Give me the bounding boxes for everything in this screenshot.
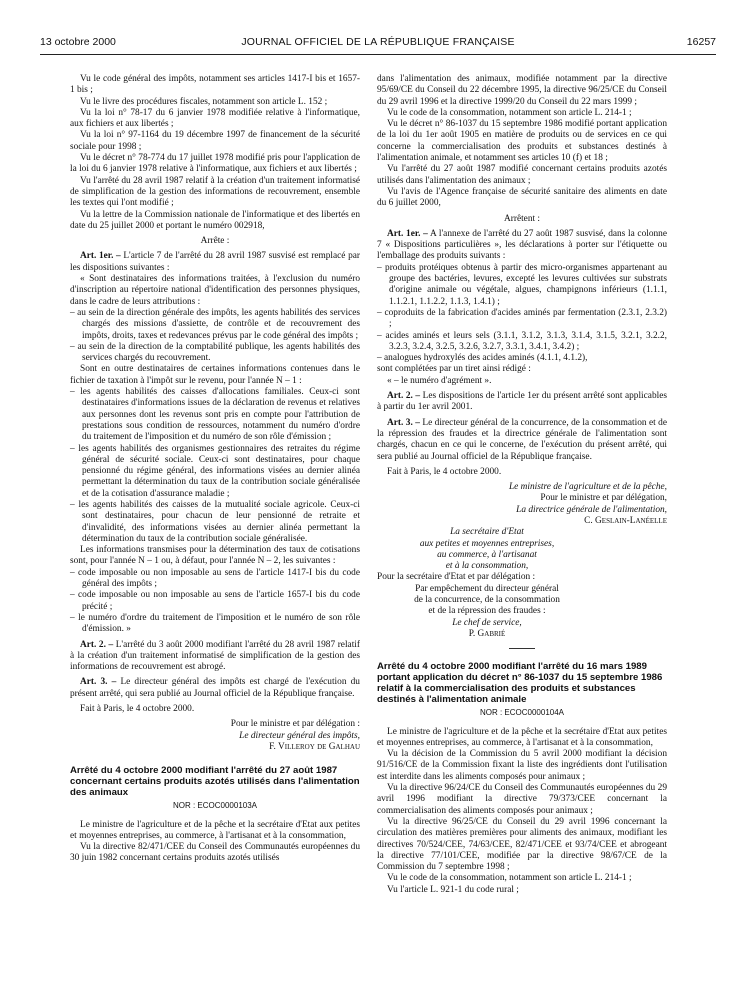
list-item: – code imposable ou non imposable au sens de l'article 1657-I bis du code précité ;	[70, 590, 360, 612]
signature-line: au commerce, à l'artisanat	[437, 549, 537, 560]
article-text: A l'annexe de l'arrêté du 27 août 1987 susvisé, dans la colonne 7 « Dispositions particulières », les déclarations à porter sur l'étiquette ou l'emballage des produits suivants :	[377, 228, 667, 262]
nor-reference: NOR : ECOC0000104A	[479, 708, 565, 718]
signature-line: et à la consommation,	[445, 561, 529, 572]
decree-title: Arrêté du 4 octobre 2000 modifiant l'arrêté du 16 mars 1989 portant application du décret n° 86-1037 du 15 septembre 1986 relatif à la commercialisation des produits et substances destinés à l'alimentation animale	[377, 661, 663, 706]
visa: Vu le décret n° 78-774 du 17 juillet 1978 modifié pris pour l'application de la loi du 6 janvier 1978 relative à l'informatique, aux fichiers et aux libertés ;	[70, 153, 360, 175]
arretent-heading: Arrêtent :	[503, 213, 541, 224]
page-number: 16257	[686, 36, 716, 48]
signature-line: et de la répression des fraudes :	[428, 606, 546, 617]
article-2	[70, 640, 360, 674]
article-text: Le directeur général des impôts est chargé de l'exécution du présent arrêté, qui sera publié au Journal officiel de la République française.	[70, 677, 360, 699]
visa: Vu l'arrêté du 27 août 1987 modifié concernant certains produits azotés utilisés dans l'alimentation des animaux ;	[377, 164, 667, 186]
visa: Vu le code de la consommation, notamment son article L. 214-1 ;	[387, 107, 632, 118]
section-separator	[509, 648, 535, 649]
visa: Vu l'avis de l'Agence française de sécurité sanitaire des aliments en date du 6 juillet 2000,	[377, 186, 667, 209]
paragraph: Sont en outre destinataires de certaines informations contenues dans le fichier de taxation à l'impôt sur le revenu, pour l'année N – 1 :	[70, 364, 360, 386]
fait-a-paris: Fait à Paris, le 4 octobre 2000.	[387, 466, 502, 477]
paragraph: Vu la directive 82/471/CEE du Conseil des Communautés européennes du 30 juin 1982 concernant certains produits azotés utilisés	[70, 842, 360, 864]
list-item: – produits protéiques obtenus à partir des micro-organismes appartenant au groupe des bactéries, levures, excepté les levures cultivées sur substrats d'origine animale ou végétale, algues, champignons inférieurs (1.1.1, 1.1.2.1, 1.1.2.2, 1.1.3, 1.4.1) ;	[377, 262, 667, 307]
article-text: Les dispositions de l'article 1er du présent arrêté sont applicables à partir du 1er avril 2001.	[377, 391, 668, 413]
visa: Vu la décision de la Commission du 5 avril 2000 modifiant la décision 91/516/CE de la Commission fixant la liste des ingrédients dont l'utilisation est interdite dans les aliments composés pour animaux ;	[377, 749, 667, 782]
visa: Vu la directive 96/24/CE du Conseil des Communautés européennes du 29 avril 1996 modifiant la directive 79/373/CEE concernant la commercialisation des aliments composés pour animaux ;	[377, 783, 667, 816]
signature-title: Le chef de service,	[452, 617, 522, 628]
signature-line: de la concurrence, de la consommation	[414, 595, 560, 606]
signature-title: Le directeur général des impôts,	[239, 730, 360, 741]
arrete-heading: Arrête :	[200, 236, 230, 247]
visa: Vu la loi n° 78-17 du 6 janvier 1978 modifiée relative à l'informatique, aux fichiers et aux libertés ;	[70, 107, 360, 130]
signature-line: Pour le ministre et par délégation :	[230, 719, 360, 730]
visa: Vu le code général des impôts, notamment ses articles 1417-I bis et 1657-1 bis ;	[70, 74, 360, 96]
visa: Vu la lettre de la Commission nationale de l'informatique et des libertés en date du 25 juillet 2000 et portant le numéro 002918,	[70, 209, 360, 231]
journal-title: JOURNAL OFFICIEL DE LA RÉPUBLIQUE FRANÇAISE	[241, 36, 515, 48]
visa: Vu l'arrêté du 28 avril 1987 relatif à la création d'un traitement informatisé de simplification de la gestion des informations de recouvrement, ensemble les textes qui l'ont modifié ;	[70, 175, 360, 209]
paragraph: « Sont destinataires des informations traitées, à l'exclusion du numéro d'inscription au répertoire national d'identification des personnes physiques, dans le cadre de leurs attributions :	[70, 274, 360, 307]
list-item: – les agents habilités des caisses d'allocations familiales. Ceux-ci sont destinataires d'informations issues de la déclaration de revenus et relatives aux personnes dont les revenus sont pris en compte pour l'attribution de prestations sous condition de ressources, notamment du numéro d'ordre du traitement de l'imposition et du numéro de son rôle d'émission ;	[70, 387, 360, 443]
right-column	[377, 74, 667, 896]
article-label: Art. 2. –	[80, 639, 114, 650]
list-item: – acides aminés et leurs sels (3.1.1, 3.1.2, 3.1.3, 3.1.4, 3.1.5, 3.2.1, 3.2.2, 3.2.3, 3.2.4, 3.2.5, 3.2.6, 3.2.7, 3.3.1, 3.4.1, 3.4.2) ;	[377, 330, 667, 352]
list-item: – coproduits de la fabrication d'acides aminés par fermentation (2.3.1, 2.3.2) ;	[377, 307, 667, 330]
decree-title: Arrêté du 4 octobre 2000 modifiant l'arrêté du 27 août 1987 concernant certains produits azotés utilisés dans l'alimentation des animaux	[70, 765, 360, 799]
list-item: – le numéro d'ordre du traitement de l'imposition et le numéro de son rôle d'émission. »	[70, 612, 360, 635]
article-3	[377, 418, 667, 463]
visa: Vu le livre des procédures fiscales, notamment son article L. 152 ;	[80, 96, 328, 107]
list-item: – code imposable ou non imposable au sens de l'article 1417-I bis du code général des impôts ;	[70, 567, 360, 590]
signature-title: La directrice générale de l'alimentation,	[516, 504, 667, 515]
paragraph: dans l'alimentation des animaux, modifiée notamment par la directive 95/69/CE du Conseil du 22 décembre 1995, la directive 96/25/CE du Conseil du 29 avril 1996 et la directive 1999/20 du Conseil du 22 mars 1999 ;	[377, 74, 667, 107]
paragraph: Les informations transmises pour la détermination des taux de cotisations sont, pour l'année N – 1 ou, à défaut, pour l'année N – 2, les suivantes :	[70, 545, 360, 567]
signature-line: Pour la secrétaire d'Etat et par délégation :	[377, 572, 536, 583]
signatory-name: P. Gabrié	[468, 628, 506, 639]
signature-line: Pour le ministre et par délégation,	[540, 493, 667, 504]
article-label: Art. 1er. –	[80, 251, 121, 262]
list-item: – analogues hydroxylés des acides aminés (4.1.1, 4.1.2),	[377, 353, 588, 364]
fait-a-paris: Fait à Paris, le 4 octobre 2000.	[80, 704, 195, 715]
page-header	[40, 36, 716, 54]
paragraph: sont complétées par un tiret ainsi rédigé :	[377, 364, 531, 375]
signature-block-3	[377, 584, 667, 640]
signature-block-2	[377, 527, 667, 572]
article-label: Art. 3. –	[387, 417, 420, 428]
signature-line: Le ministre de l'agriculture et de la pêche,	[508, 482, 667, 493]
article-2	[377, 391, 667, 414]
visa: Vu la directive 96/25/CE du Conseil du 29 avril 1996 concernant la circulation des matières premières pour aliments des animaux, modifiant les directives 70/524/CEE, 74/63/CEE, 82/471/CEE et 93/74/CEE et abrogeant la directive 77/101/CEE, modifiée par la directive 98/67/CE de la Commission du 7 septembre 1998 ;	[377, 816, 667, 873]
article-1	[377, 229, 667, 263]
article-label: Art. 2. –	[387, 391, 421, 402]
visa: Vu le code de la consommation, notamment son article L. 214-1 ;	[387, 873, 632, 884]
article-label: Art. 3. –	[80, 677, 117, 688]
signature-line: La secrétaire d'Etat	[450, 527, 524, 538]
article-text: L'arrêté du 3 août 2000 modifiant l'arrêté du 28 avril 1987 relatif à la création d'un traitement informatisé de simplification de la gestion des informations de recouvrement est abrogé.	[70, 639, 360, 673]
list-item: – au sein de la direction de la comptabilité publique, les agents habilités des services chargés du recouvrement.	[70, 341, 360, 364]
left-column	[70, 74, 360, 865]
article-1	[70, 251, 360, 274]
list-item: – au sein de la direction générale des impôts, les agents habilités des services chargés des missions d'assiette, de contrôle et de recouvrement des impôts, droits, taxes et redevances prévus par le code général des impôts ;	[70, 307, 360, 341]
quoted-addition: « – le numéro d'agrément ».	[387, 375, 492, 386]
article-3	[70, 677, 360, 700]
article-text: Le directeur général de la concurrence, de la consommation et de la répression des fraudes et la directrice générale de l'alimentation sont chargés, chacun en ce qui le concerne, de l'exécution du présent arrêté, qui sera publié au Journal officiel de la République française.	[377, 417, 667, 462]
article-text: L'article 7 de l'arrêté du 28 avril 1987 susvisé est remplacé par les dispositions suivantes :	[70, 251, 360, 273]
signatory-name: C. Geslain-Lanéelle	[584, 515, 667, 526]
issue-date: 13 octobre 2000	[40, 36, 116, 48]
list-item: – les agents habilités des organismes gestionnaires des retraites du régime général de sécurité sociale. Ceux-ci sont destinataires, pour chaque pensionné du régime général, des informations visées au dernier alinéa permettant la détermination du taux de la contribution sociale généralisée et de la cotisation d'assurance maladie ;	[70, 443, 360, 499]
visa: Vu le décret n° 86-1037 du 15 septembre 1986 modifié portant application de la loi du 1er août 1905 en matière de produits ou de services en ce qui concerne la commercialisation des produits et substances destinés à l'alimentation animale, et notamment ses articles 10 (f) et 18 ;	[377, 119, 667, 164]
visa: Vu l'article L. 921-1 du code rural ;	[387, 884, 519, 895]
signature-line: aux petites et moyennes entreprises,	[419, 538, 555, 549]
article-label: Art. 1er. –	[387, 228, 428, 239]
nor-reference: NOR : ECOC0000103A	[172, 801, 258, 811]
signature-line: Par empêchement du directeur général	[415, 583, 559, 594]
header-rule	[40, 54, 716, 55]
signatory-name: F. Villeroy de Galhau	[269, 741, 360, 752]
paragraph: Le ministre de l'agriculture et de la pêche et la secrétaire d'Etat aux petites et moyennes entreprises, au commerce, à l'artisanat et à la consommation,	[70, 819, 360, 841]
list-item: – les agents habilités des caisses de la mutualité sociale agricole. Ceux-ci sont destinataires, pour chacun de leur pensionné de retraite et d'invalidité, des informations visées au dernier alinéa permettant la détermination du taux de la contribution sociale généralisée.	[70, 499, 360, 544]
visa: Vu la loi n° 97-1164 du 19 décembre 1997 de financement de la sécurité sociale pour 1998 ;	[70, 130, 360, 152]
paragraph: Le ministre de l'agriculture et de la pêche et la secrétaire d'Etat aux petites et moyennes entreprises, au commerce, à l'artisanat et à la consommation,	[377, 726, 667, 748]
